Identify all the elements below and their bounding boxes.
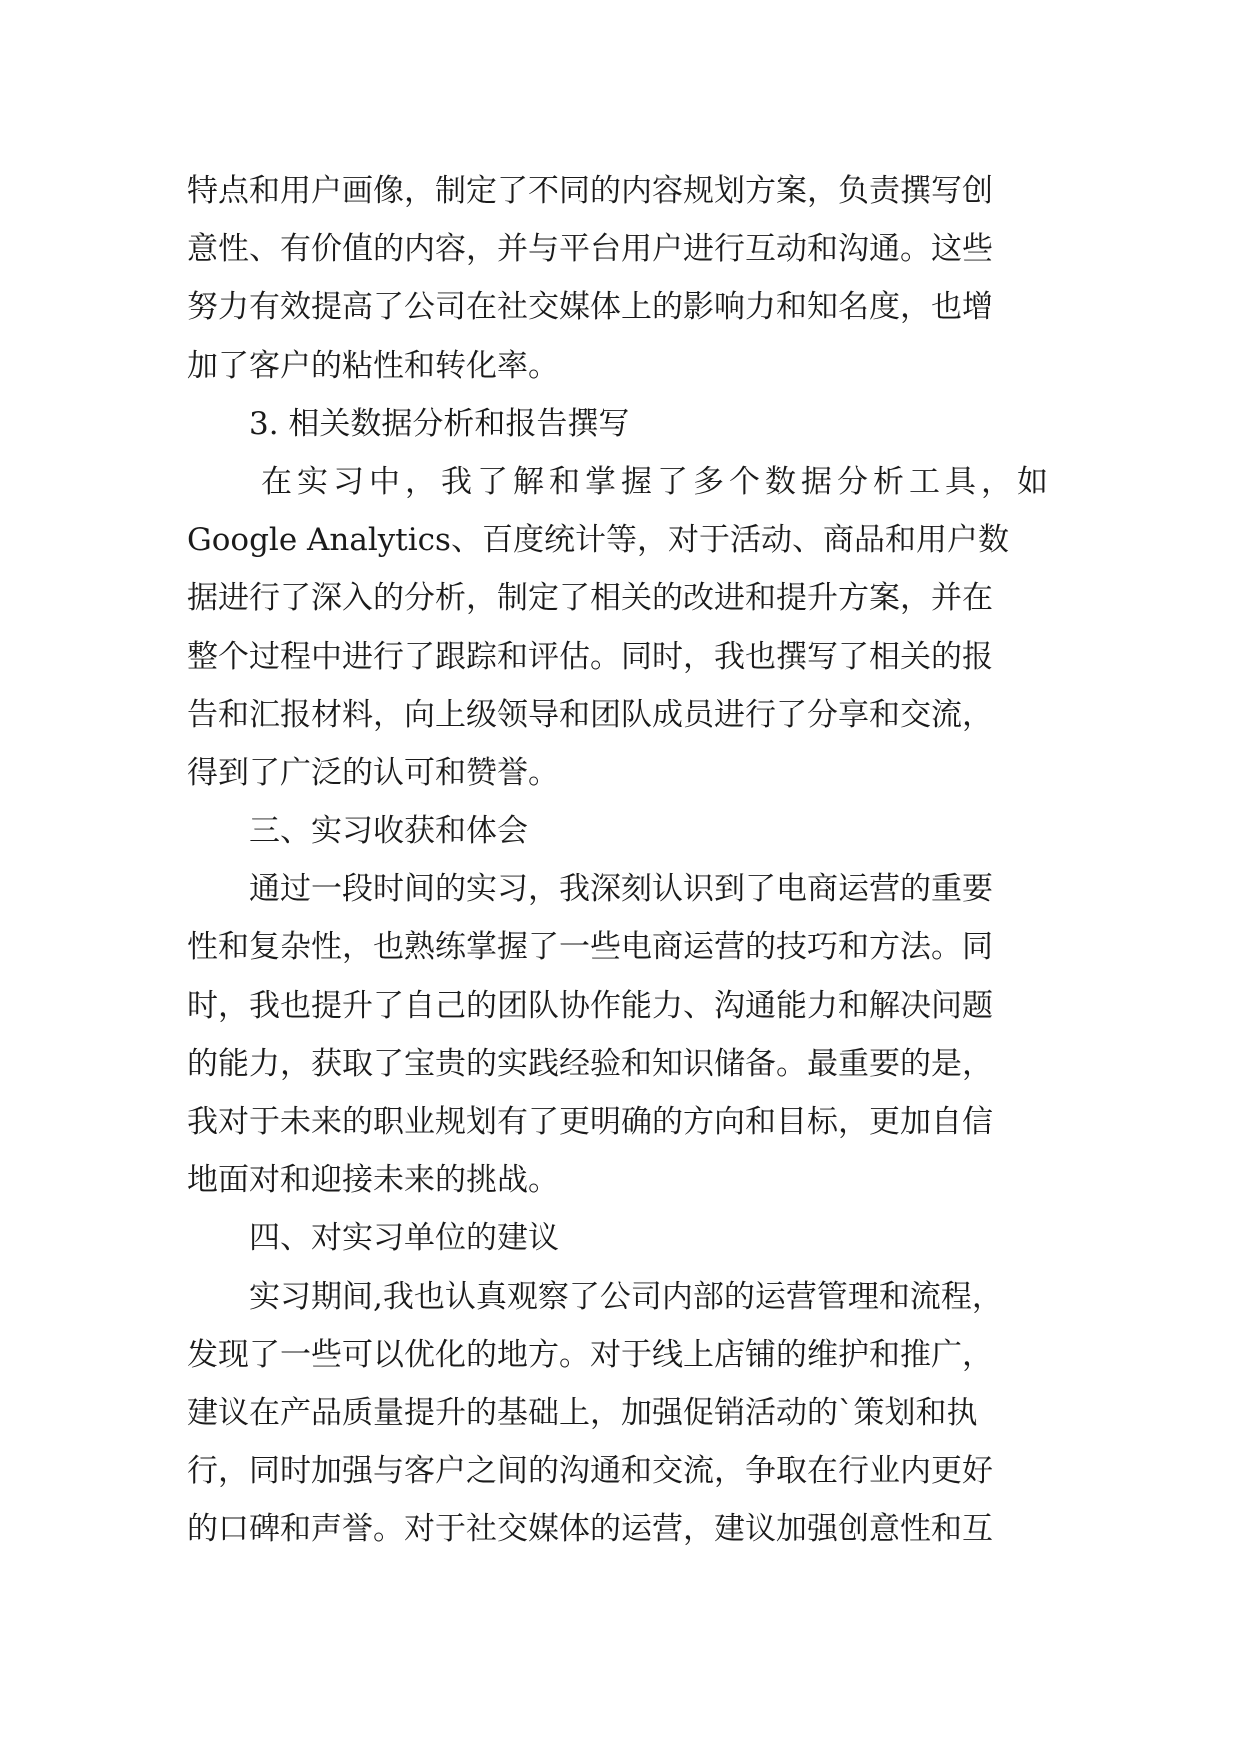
paragraph-line: 在实习中，我了解和掌握了多个数据分析工具，如 <box>261 463 1053 500</box>
paragraph-line: 发现了一些可以优化的地方。对于线上店铺的维护和推广， <box>187 1336 993 1373</box>
section-heading: 三、实习收获和体会 <box>249 813 528 850</box>
paragraph-line: 性和复杂性，也熟练掌握了一些电商运营的技巧和方法。同 <box>187 929 993 966</box>
paragraph-line: 据进行了深入的分析，制定了相关的改进和提升方案，并在 <box>187 580 993 617</box>
paragraph-line: 意性、有价值的内容，并与平台用户进行互动和沟通。这些 <box>187 231 993 268</box>
paragraph-line: 加了客户的粘性和转化率。 <box>187 347 559 384</box>
paragraph-line: Google Analytics、百度统计等，对于活动、商品和用户数 <box>187 522 1009 559</box>
paragraph-line: 整个过程中进行了跟踪和评估。同时，我也撰写了相关的报 <box>187 638 993 675</box>
document-body <box>187 162 1067 1559</box>
paragraph-line: 的口碑和声誉。对于社交媒体的运营，建议加强创意性和互 <box>187 1511 993 1548</box>
paragraph-line: 通过一段时间的实习，我深刻认识到了电商运营的重要 <box>249 871 993 908</box>
paragraph-line: 告和汇报材料，向上级领导和团队成员进行了分享和交流， <box>187 696 993 733</box>
paragraph-line: 行，同时加强与客户之间的沟通和交流，争取在行业内更好 <box>187 1453 993 1490</box>
section-heading: 四、对实习单位的建议 <box>249 1220 559 1257</box>
paragraph-line: 地面对和迎接未来的挑战。 <box>187 1162 559 1199</box>
paragraph-line: 建议在产品质量提升的基础上，加强促销活动的`策划和执 <box>187 1394 978 1431</box>
paragraph-line: 我对于未来的职业规划有了更明确的方向和目标，更加自信 <box>187 1104 993 1140</box>
section-heading: 3. 相关数据分析和报告撰写 <box>249 405 630 442</box>
paragraph-line: 努力有效提高了公司在社交媒体上的影响力和知名度，也增 <box>187 289 993 326</box>
paragraph-line: 实习期间,我也认真观察了公司内部的运营管理和流程， <box>249 1278 1003 1315</box>
paragraph-line: 特点和用户画像，制定了不同的内容规划方案，负责撰写创 <box>187 173 993 209</box>
paragraph-line: 得到了广泛的认可和赞誉。 <box>187 754 559 791</box>
paragraph-line: 时，我也提升了自己的团队协作能力、沟通能力和解决问题 <box>187 987 993 1024</box>
paragraph-line: 的能力，获取了宝贵的实践经验和知识储备。最重要的是， <box>187 1045 993 1082</box>
